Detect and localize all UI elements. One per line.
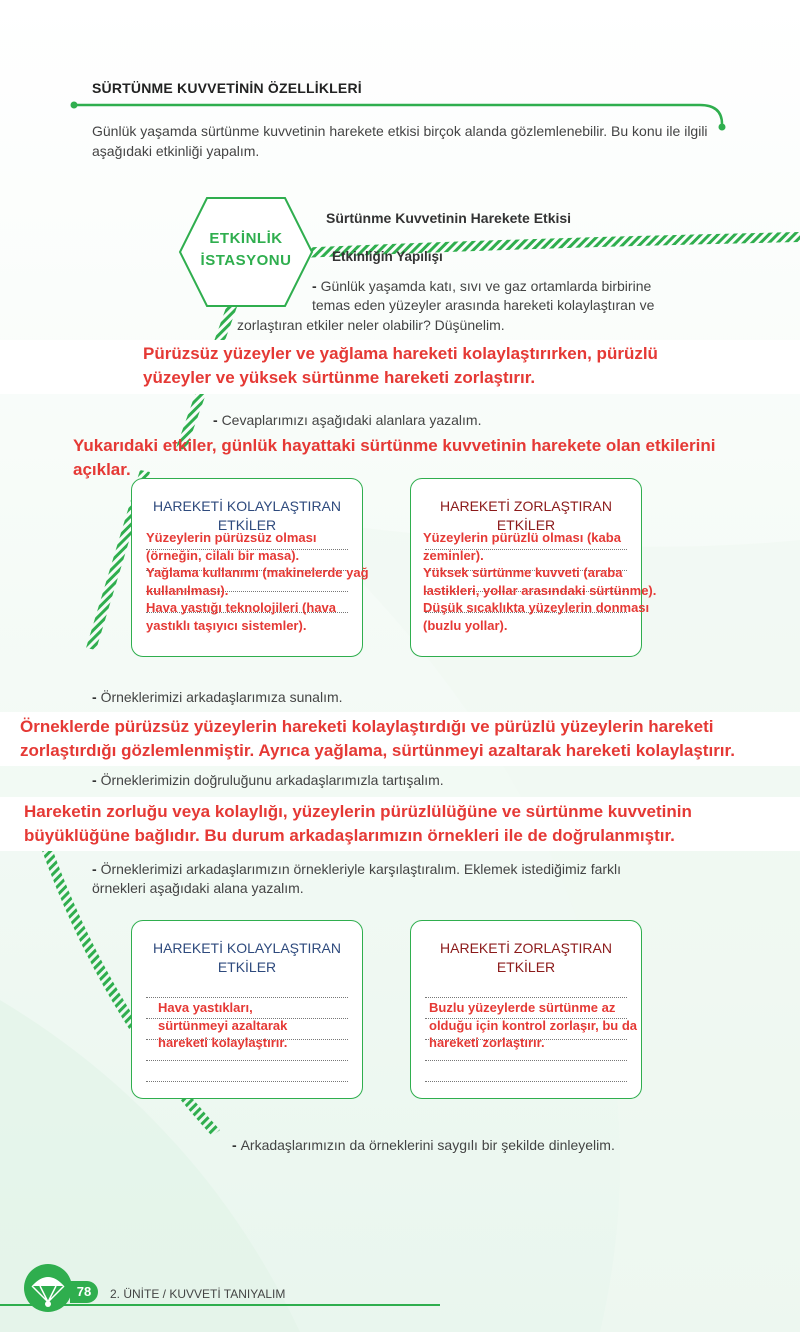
box-hindering-effects-1: [410, 478, 657, 657]
hindering-2-answer-2: olduğu için kontrol zorlaşır, bu da: [429, 1017, 638, 1033]
step-1-line-2: temas eden yüzeyler arasında hareketi kolaylaştıran ve: [312, 297, 655, 313]
badge-line-1: ETKİNLİK: [209, 230, 283, 247]
answer-3: [20, 715, 735, 763]
hindering-answer-3: Yüksek sürtünme kuvveti (araba: [423, 565, 623, 580]
step-3-text: Örneklerimizi arkadaşlarımıza sunalım.: [100, 689, 343, 705]
step-3: - Örneklerimizi arkadaşlarımıza sunalım.: [92, 689, 343, 705]
easing-answer-5: Hava yastığı teknolojileri (hava: [146, 600, 337, 615]
box-easing-title-2: [132, 939, 362, 977]
answer-1-line-2: yüzeyler ve yüksek sürtünme hareketi zorlaştırır.: [143, 368, 536, 387]
answer-4-line-1: Hareketin zorluğu veya kolaylığı, yüzeylerin pürüzlülüğüne ve sürtünme kuvvetinin: [24, 802, 692, 821]
hindering-answer-1: Yüzeylerin pürüzlü olması (kaba: [423, 530, 621, 545]
easing-2-answer-1: Hava yastıkları,: [158, 1000, 253, 1015]
parachute-icon: [22, 1262, 74, 1314]
answer-2-line-2: açıklar.: [73, 460, 131, 479]
box-hindering-2-title-line-2: ETKİLER: [496, 959, 556, 975]
easing-answer-3: Yağlama kullanımı (makinelerde yağ: [146, 565, 369, 580]
step-2-text: Cevaplarımızı aşağıdaki alanlara yazalım.: [221, 412, 482, 428]
hindering-answer-6: (buzlu yollar).: [423, 617, 508, 633]
easing-2-answer-3: hareketi kolaylaştırır.: [158, 1035, 288, 1050]
box-easing-title-line-2: ETKİLER: [217, 517, 277, 533]
box-hindering-title-2: [411, 939, 641, 977]
step-6-text: Arkadaşlarımızın da örneklerini saygılı bir şekilde dinleyelim.: [240, 1137, 615, 1153]
answer-4: [24, 800, 692, 848]
section-heading: SÜRTÜNME KUVVETİNİN ÖZELLİKLERİ: [92, 80, 362, 96]
answer-3-line-1: Örneklerde pürüzsüz yüzeylerin hareketi kolaylaştırdığı ve pürüzlü yüzeylerin hareketi: [20, 717, 714, 736]
hindering-answer-5: Düşük sıcaklıkta yüzeylerin donması: [423, 600, 650, 615]
hindering-answer-2: zeminler).: [423, 547, 484, 563]
step-1: - Günlük yaşamda katı, sıvı ve gaz ortamlarda birbirine temas eden yüzeyler arasında hareketi kolaylaştıran ve: [312, 277, 708, 315]
box-easing-title-line-1: HAREKETİ KOLAYLAŞTIRAN: [152, 498, 341, 514]
easing-answer-4: kullanılması).: [146, 582, 229, 598]
step-5-line-1: Örneklerimizi arkadaşlarımızın örnekleriyle karşılaştıralım. Eklemek istediğimiz farklı: [100, 861, 622, 877]
hindering-2-answer-1: Buzlu yüzeylerde sürtünme az: [429, 1000, 616, 1015]
step-6: - Arkadaşlarımızın da örneklerini saygılı bir şekilde dinleyelim.: [232, 1137, 615, 1153]
easing-answer-2: (örneğin, cilalı bir masa).: [146, 547, 300, 563]
easing-2-answer-2: sürtünmeyi azaltarak: [158, 1017, 288, 1033]
box-easing-2-title-line-1: HAREKETİ KOLAYLAŞTIRAN: [152, 940, 341, 956]
step-5-line-2: örnekleri aşağıdaki alana yazalım.: [92, 880, 304, 896]
step-2: - Cevaplarımızı aşağıdaki alanlara yazalım.: [213, 412, 482, 428]
easing-answer-1: Yüzeylerin pürüzsüz olması: [146, 530, 317, 545]
page-number: 78: [70, 1281, 98, 1303]
badge-line-2: İSTASYONU: [200, 252, 292, 269]
intro-paragraph: Günlük yaşamda sürtünme kuvvetinin harekete etkisi birçok alanda gözlemlenebilir. Bu konu ile ilgili aşağıdaki etkinliği yapalım.: [92, 123, 708, 159]
answer-3-line-2: zorlaştırdığı gözlemlenmiştir. Ayrıca yağlama, sürtünmeyi azaltarak hareketi kolaylaştırır.: [20, 741, 735, 760]
answer-1-line-1: Pürüzsüz yüzeyler ve yağlama hareketi kolaylaştırırken, pürüzlü: [143, 344, 658, 363]
step-1-line-1: Günlük yaşamda katı, sıvı ve gaz ortamlarda birbirine: [320, 278, 652, 294]
answer-2-line-1: Yukarıdaki etkiler, günlük hayattaki sürtünme kuvvetinin harekete olan etkilerini: [73, 436, 716, 455]
box-hindering-answers-2: [429, 999, 679, 1052]
box-hindering-2-title-line-1: HAREKETİ ZORLAŞTIRAN: [440, 940, 612, 956]
box-hindering-effects-2: [410, 920, 642, 1099]
box-hindering-answers: [423, 529, 695, 634]
box-hindering-title-line-2: ETKİLER: [496, 517, 556, 533]
answer-2: [73, 434, 715, 482]
box-easing-2-title-line-2: ETKİLER: [217, 959, 277, 975]
unit-title: 2. ÜNİTE / KUVVETİ TANIYALIM: [110, 1287, 286, 1301]
etkinlik-badge-label: [177, 228, 315, 272]
step-4: - Örneklerimizin doğruluğunu arkadaşlarımızla tartışalım.: [92, 772, 444, 788]
box-easing-effects-1: [131, 478, 369, 657]
box-easing-effects-2: [131, 920, 363, 1099]
box-hindering-title-line-1: HAREKETİ ZORLAŞTIRAN: [440, 498, 612, 514]
easing-answer-6: yastıklı taşıyıcı sistemler).: [146, 617, 307, 633]
activity-title: Sürtünme Kuvvetinin Harekete Etkisi: [326, 210, 572, 226]
answer-1: [143, 342, 658, 390]
hindering-answer-4: lastikleri, yollar arasındaki sürtünme).: [423, 582, 657, 598]
box-easing-answers: [146, 529, 396, 634]
answer-4-line-2: büyüklüğüne bağlıdır. Bu durum arkadaşlarımızın örnekleri ile de doğrulanmıştır.: [24, 826, 675, 845]
step-5: - Örneklerimizi arkadaşlarımızın örnekleriyle karşılaştıralım. Eklemek istediğimiz farklı örnekleri aşağıdaki alana yazalım.: [92, 860, 710, 898]
hindering-2-answer-3: hareketi zorlaştırır.: [429, 1035, 545, 1050]
step-1-line-3: zorlaştıran etkiler neler olabilir? Düşünelim.: [237, 317, 505, 333]
box-easing-answers-2: [158, 999, 408, 1052]
activity-subtitle: Etkinliğin Yapılışı: [332, 249, 443, 264]
step-4-text: Örneklerimizin doğruluğunu arkadaşlarımızla tartışalım.: [100, 772, 444, 788]
